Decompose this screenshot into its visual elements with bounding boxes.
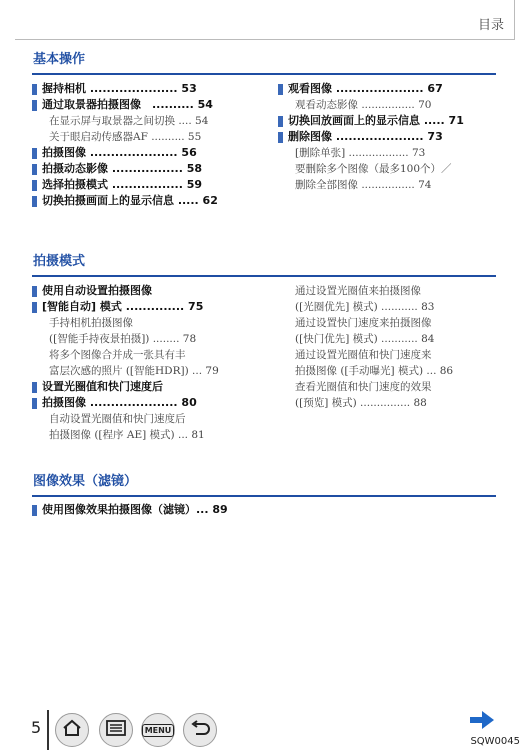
toc-subentry[interactable]: 拍摄图像 ([程序 AE] 模式) ... 81: [49, 429, 205, 441]
section-shooting-modes: [32, 250, 496, 277]
toc-entry[interactable]: 删除图像 ..................... 73: [278, 129, 496, 145]
toc-subentry[interactable]: 通过设置光圈值和快门速度来: [295, 349, 432, 361]
toc-entry[interactable]: 握持相机 ..................... 53: [32, 81, 253, 97]
toc-column-left: [32, 502, 253, 518]
toc-subentry[interactable]: 关于眼启动传感器AF .......... 55: [49, 131, 202, 143]
toc-link[interactable]: 目录: [477, 18, 504, 33]
page-number: 5: [31, 718, 42, 737]
section-basic-operations: [32, 48, 496, 75]
toc-subentry[interactable]: 要删除多个图像（最多100个）／: [295, 163, 452, 175]
toc-subentry[interactable]: 拍摄图像 ([手动曝光] 模式) ... 86: [295, 365, 454, 377]
toc-entry[interactable]: 使用自动设置拍摄图像: [32, 283, 253, 299]
toc-subentry[interactable]: 查看光圈值和快门速度的效果: [295, 381, 432, 393]
toc-column-left: [32, 283, 253, 443]
toc-subentry[interactable]: ([快门优先] 模式) ........... 84: [295, 333, 435, 345]
back-button[interactable]: [183, 713, 217, 747]
toc-subentry[interactable]: ([光圈优先] 模式) ........... 83: [295, 301, 435, 313]
home-button[interactable]: [55, 713, 89, 747]
back-icon: [190, 720, 210, 740]
section-title: 图像效果（滤镜）: [33, 474, 138, 489]
toc-entry[interactable]: [智能自动] 模式 .............. 75: [32, 299, 253, 315]
toc-entry[interactable]: 使用图像效果拍摄图像（滤镜）... 89: [32, 502, 253, 518]
toc-column-right: [278, 81, 496, 193]
arrow-right-icon: [468, 715, 496, 734]
menu-button[interactable]: [141, 713, 175, 747]
toc-subentry[interactable]: ([预览] 模式) ............... 88: [295, 397, 427, 409]
toc-entry[interactable]: 拍摄图像 ..................... 56: [32, 145, 253, 161]
section-divider: [32, 275, 496, 277]
toc-subentry[interactable]: [删除单张] .................. 73: [295, 147, 426, 159]
toc-button[interactable]: [99, 713, 133, 747]
section-divider: [32, 73, 496, 75]
toc-entry[interactable]: 切换拍摄画面上的显示信息 ..... 62: [32, 193, 253, 209]
section-title: 拍摄模式: [33, 254, 86, 269]
toc-entry[interactable]: 选择拍摄模式 ................. 59: [32, 177, 253, 193]
toc-entry[interactable]: 观看图像 ..................... 67: [278, 81, 496, 97]
toc-subentry[interactable]: ([智能手持夜景拍摄]) ........ 78: [49, 333, 197, 345]
toc-subentry[interactable]: 通过设置快门速度来拍摄图像: [295, 317, 432, 329]
toc-subentry[interactable]: 自动设置光圈值和快门速度后: [49, 413, 186, 425]
toc-subentry[interactable]: 手持相机拍摄图像: [49, 317, 133, 329]
footer-divider: [47, 710, 49, 750]
section-title: 基本操作: [33, 52, 86, 67]
toc-subentry[interactable]: 在显示屏与取景器之间切换 .... 54: [49, 115, 209, 127]
toc-entry[interactable]: 设置光圈值和快门速度后: [32, 379, 253, 395]
home-icon: [62, 719, 82, 741]
toc-entry[interactable]: 切换回放画面上的显示信息 ..... 71: [278, 113, 496, 129]
list-icon: [106, 720, 126, 740]
section-image-effects: [32, 470, 496, 497]
model-code: SQW0045: [470, 736, 520, 747]
header-frame: [15, 0, 515, 40]
menu-label: MENU: [142, 724, 175, 737]
toc-subentry[interactable]: 通过设置光圈值来拍摄图像: [295, 285, 421, 297]
toc-subentry[interactable]: 将多个图像合并成一张具有丰: [49, 349, 186, 361]
toc-column-right: [278, 283, 496, 411]
toc-entry[interactable]: 拍摄动态影像 ................. 58: [32, 161, 253, 177]
toc-entry[interactable]: 拍摄图像 ..................... 80: [32, 395, 253, 411]
section-divider: [32, 495, 496, 497]
toc-subentry[interactable]: 删除全部图像 ................ 74: [295, 179, 432, 191]
toc-column-left: [32, 81, 253, 209]
toc-subentry[interactable]: 富层次感的照片 ([智能HDR]) ... 79: [49, 365, 219, 377]
toc-entry[interactable]: 通过取景器拍摄图像 .......... 54: [32, 97, 253, 113]
toc-subentry[interactable]: 观看动态影像 ................ 70: [295, 99, 432, 111]
next-page-button[interactable]: [468, 710, 496, 734]
